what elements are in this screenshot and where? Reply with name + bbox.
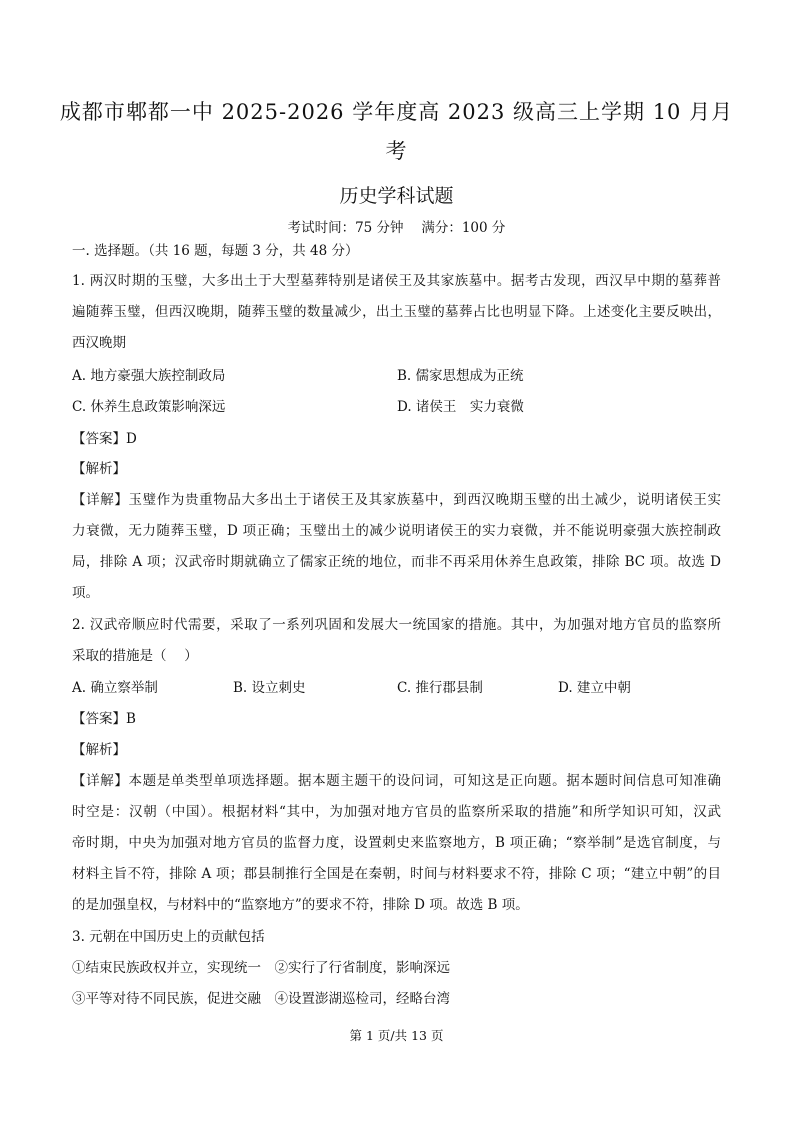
question-2-detail-line: 的是加强皇权，与材料中的“监察地方”的要求不符，排除 D 项。故选 B 项。 (72, 897, 529, 913)
question-2-answer: 【答案】B (72, 711, 136, 727)
question-1-analysis-label: 【解析】 (72, 461, 126, 477)
question-3-item-line: ③平等对待不同民族，促进交融 ④设置澎湖巡检司，经略台湾 (72, 991, 450, 1007)
question-2-analysis-label: 【解析】 (72, 742, 126, 758)
page-number: 第 1 页/共 13 页 (349, 1028, 444, 1043)
question-3-stem: 3. 元朝在中国历史上的贡献包括 (72, 929, 265, 945)
question-2-option-a: A. 确立察举制 (72, 680, 158, 696)
question-1-option-b: B. 儒家思想成为正统 (397, 368, 524, 384)
question-1-detail-line: 项。 (72, 585, 99, 601)
question-1-option-c: C. 休养生息政策影响深远 (72, 399, 226, 415)
question-1-stem-line: 1. 两汉时期的玉璧，大多出土于大型墓葬特别是诸侯王及其家族墓中。据考古发现，西汉早中期的墓葬普 (72, 273, 721, 289)
question-2-stem-line: 2. 汉武帝顺应时代需要，采取了一系列巩固和发展大一统国家的措施。其中，为加强对地方官员的监察所 (72, 617, 721, 633)
question-2-option-c: C. 推行郡县制 (397, 680, 483, 696)
question-2-detail-line: 【详解】本题是单类型单项选择题。据本题主题干的设问词，可知这是正向题。据本题时间信息可知准确 (72, 773, 721, 789)
question-1-stem-line: 遍随葬玉璧，但西汉晚期，随葬玉璧的数量减少，出土玉璧的墓葬占比也明显下降。上述变化主要反映出， (72, 304, 721, 320)
section-heading: 一. 选择题。（共 16 题，每题 3 分，共 48 分） (72, 243, 359, 259)
exam-title-line1: 成都市郫都一中 2025-2026 学年度高 2023 级高三上学期 10 月月 (59, 100, 734, 124)
question-1-detail-line: 局，排除 A 项；汉武帝时期就确立了儒家正统的地位，而非不再采用休养生息政策，排除 BC 项。故选 D (72, 554, 721, 570)
exam-info: 考试时间：75 分钟 满分：100 分 (287, 220, 506, 236)
question-1-option-a: A. 地方豪强大族控制政局 (72, 368, 226, 384)
question-1-option-d: D. 诸侯王 实力衰微 (397, 399, 524, 415)
question-2-stem-line: 采取的措施是（ ） (72, 648, 198, 664)
question-1-detail-line: 力衰微，无力随葬玉璧，D 项正确；玉璧出土的减少说明诸侯王的实力衰微，并不能说明豪强大族控制政 (72, 523, 721, 539)
question-2-detail-line: 帝时期，中央为加强对地方官员的监督力度，设置刺史来监察地方，B 项正确；“察举制”是选官制度，与 (72, 835, 721, 851)
subject-title: 历史学科试题 (339, 185, 454, 207)
question-1-stem-line: 西汉晚期 (72, 335, 126, 351)
question-2-option-b: B. 设立刺史 (233, 680, 306, 696)
question-3-item-line: ①结束民族政权并立，实现统一 ②实行了行省制度，影响深远 (72, 960, 450, 976)
exam-title-line2: 考 (385, 139, 408, 163)
question-2-detail-line: 材料主旨不符，排除 A 项；郡县制推行全国是在秦朝，时间与材料要求不符，排除 C 项；“建立中朝”的目 (72, 866, 721, 882)
question-2-detail-line: 时空是：汉朝（中国）。根据材料“其中，为加强对地方官员的监察所采取的措施”和所学知识可知，汉武 (72, 804, 721, 820)
question-1-detail-line: 【详解】玉璧作为贵重物品大多出土于诸侯王及其家族墓中，到西汉晚期玉璧的出土减少，说明诸侯王实 (72, 492, 721, 508)
question-1-answer: 【答案】D (72, 431, 137, 447)
question-2-option-d: D. 建立中朝 (558, 680, 631, 696)
